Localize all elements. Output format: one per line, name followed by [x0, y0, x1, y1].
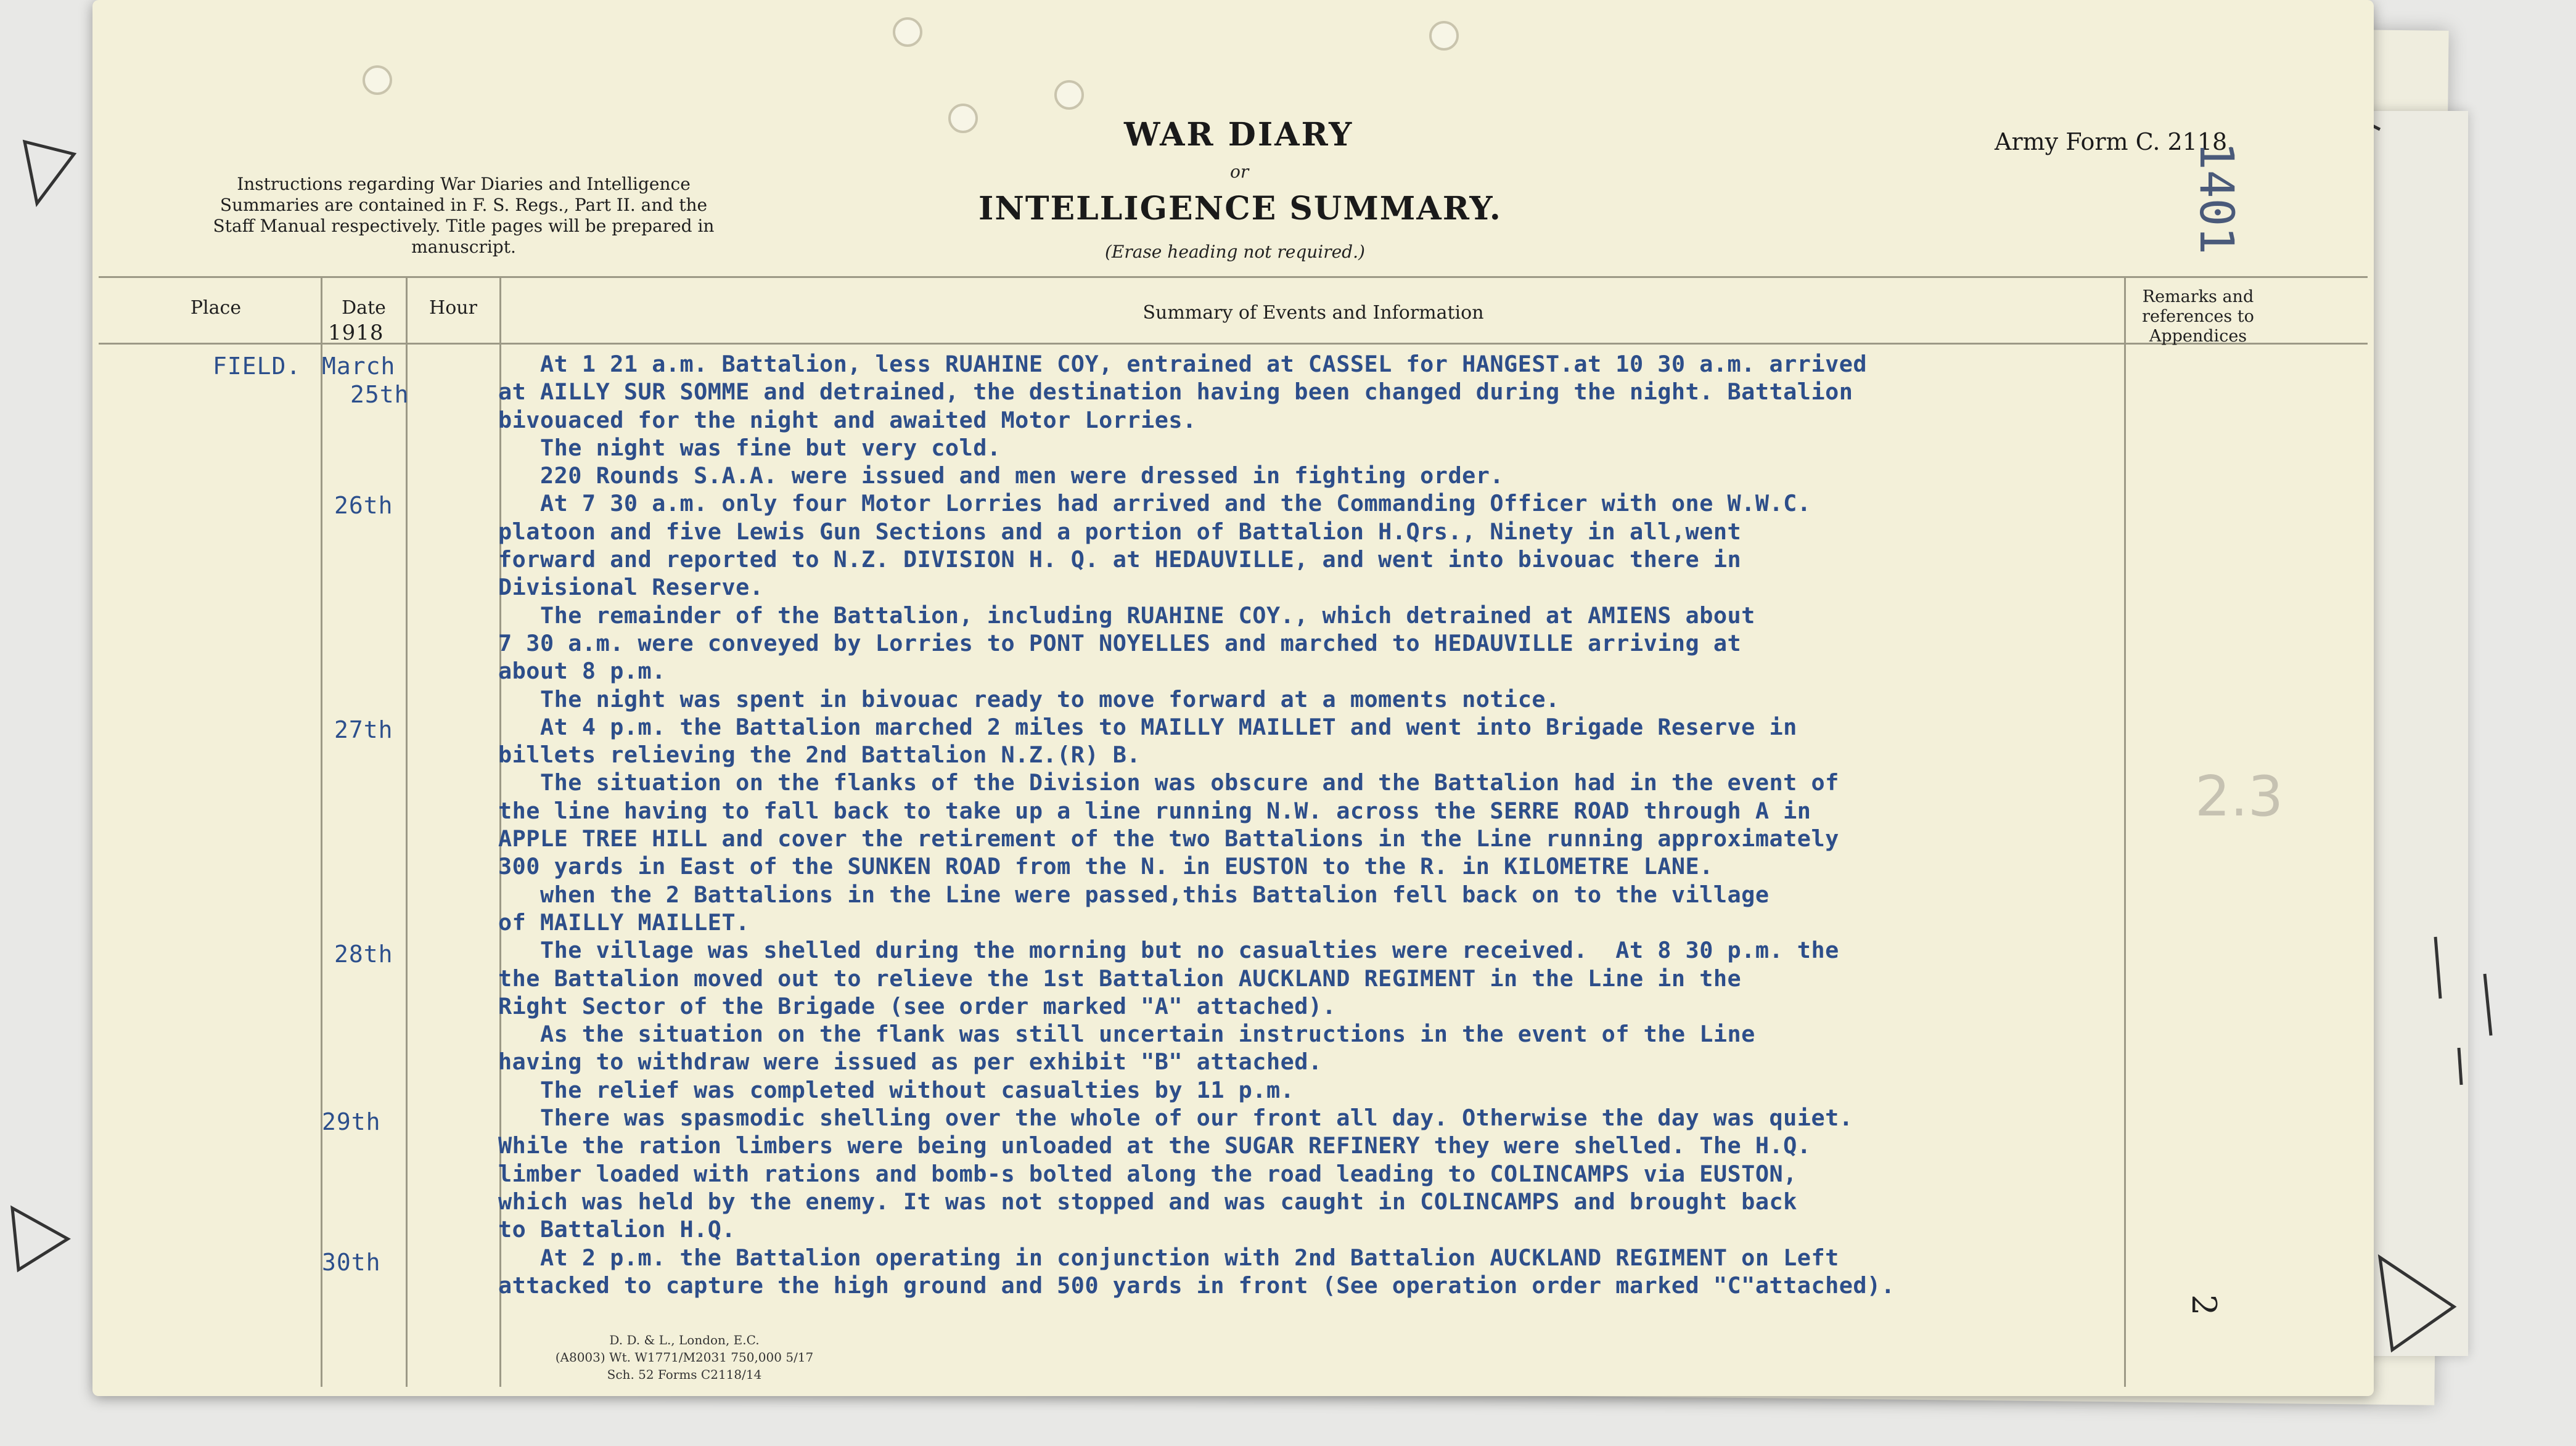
diary-line: the line having to fall back to take up a line running N.W. across the SERRE ROAD through A in — [498, 797, 1811, 824]
punch-hole — [948, 104, 978, 133]
diary-line: at AILLY SUR SOMME and detrained, the destination having been changed during the night. Battalion — [498, 378, 1853, 406]
punch-hole — [363, 65, 392, 95]
imprint-line-2: (A8003) Wt. W1771/M2031 750,000 5/17 Sch. 52 Forms C2118/14 — [555, 1350, 814, 1382]
diary-line: The night was spent in bivouac ready to move forward at a moments notice. — [498, 685, 1560, 713]
diary-line: The village was shelled during the morning but no casualties were received. At 8 30 p.m. the — [498, 937, 1839, 964]
punch-hole — [893, 17, 922, 47]
diary-line: billets relieving the 2nd Battalion N.Z.(R) B. — [498, 741, 1141, 769]
diary-line: bivouaced for the night and awaited Motor Lorries. — [498, 406, 1197, 433]
diary-line: 300 yards in East of the SUNKEN ROAD from the N. in EUSTON to the R. in KILOMETRE LANE. — [498, 853, 1713, 880]
place-entry: FIELD. — [213, 353, 301, 380]
diary-line: Divisional Reserve. — [498, 574, 764, 601]
diary-line: The relief was completed without casualties by 11 p.m. — [498, 1076, 1295, 1103]
erase-heading-note: (Erase heading not required.) — [1105, 242, 1365, 262]
diary-line: to Battalion H.Q. — [498, 1216, 736, 1243]
date-column-header: Date — [342, 297, 386, 319]
place-column-rule — [321, 277, 322, 1387]
diary-line: At 7 30 a.m. only four Motor Lorries had arrived and the Commanding Officer with one W.W.C. — [498, 490, 1811, 517]
diary-line: While the ration limbers were being unloaded at the SUGAR REFINERY they were shelled. The H.Q. — [498, 1132, 1811, 1159]
diary-line: attacked to capture the high ground and 500 yards in front (See operation order marked "C"attached). — [498, 1272, 1895, 1299]
diary-line: 220 Rounds S.A.A. were issued and men were dressed in fighting order. — [498, 462, 1504, 489]
diary-line: when the 2 Battalions in the Line were passed,this Battalion fell back on to the village — [498, 881, 1770, 908]
army-form-number: Army Form C. 2118. — [1995, 128, 2235, 155]
diary-line: platoon and five Lewis Gun Sections and a portion of Battalion H.Qrs., Ninety in all,went — [498, 518, 1742, 545]
diary-line: of MAILLY MAILLET. — [498, 909, 750, 936]
month-entry: March — [322, 353, 396, 380]
diary-line: having to withdraw were issued as per exhibit "B" attached. — [498, 1048, 1323, 1076]
header-rule — [99, 276, 2368, 278]
diary-line: The night was fine but very cold. — [498, 434, 1001, 461]
diary-line: As the situation on the flank was still uncertain instructions in the event of the Line — [498, 1021, 1755, 1048]
war-diary-title: WAR DIARY — [1124, 116, 1354, 153]
intelligence-summary-title: INTELLIGENCE SUMMARY. — [978, 190, 1502, 227]
diary-line: about 8 p.m. — [498, 658, 666, 685]
instructions-text: Instructions regarding War Diaries and Intelligence Summaries are contained in F. S. Regs., Part II. and the Staff Manual respectively. Title pages will be prepared in manuscript. — [213, 174, 715, 257]
diary-entries — [498, 350, 2132, 1299]
column-head-rule — [99, 343, 2368, 345]
place-column-header: Place — [190, 297, 242, 319]
punch-hole — [1429, 21, 1459, 51]
hour-column-header: Hour — [429, 297, 477, 319]
diary-line: the Battalion moved out to relieve the 1st Battalion AUCKLAND REGIMENT in the Line in the — [498, 965, 1742, 992]
date-28th: 28th — [334, 941, 393, 968]
diary-line: The situation on the flanks of the Division was obscure and the Battalion had in the event of — [498, 769, 1839, 796]
date-27th: 27th — [334, 716, 393, 743]
printer-imprint — [543, 1331, 826, 1383]
diary-line: 7 30 a.m. were conveyed by Lorries to PONT NOYELLES and marched to HEDAUVILLE arriving at — [498, 629, 1742, 656]
summary-column-header: Summary of Events and Information — [1142, 302, 1484, 324]
diary-line: APPLE TREE HILL and cover the retirement of the two Battalions in the Line running approximately — [498, 825, 1839, 852]
date-29th: 29th — [322, 1108, 381, 1135]
date-26th: 26th — [334, 492, 393, 519]
faint-pencil-note: 2.3 — [2195, 764, 2284, 829]
diary-line: At 2 p.m. the Battalion operating in conjunction with 2nd Battalion AUCKLAND REGIMENT on Left — [498, 1244, 1839, 1271]
date-30th: 30th — [322, 1249, 381, 1276]
or-text: or — [1230, 161, 1249, 182]
imprint-line-1: D. D. & L., London, E.C. — [609, 1333, 760, 1347]
diary-line: forward and reported to N.Z. DIVISION H. Q. at HEDAUVILLE, and went into bivouac there in — [498, 546, 1742, 573]
diary-line: At 4 p.m. the Battalion marched 2 miles to MAILLY MAILLET and went into Brigade Reserve in — [498, 713, 1797, 740]
archive-stamp-number: 1401 — [2189, 142, 2244, 255]
diary-line: limber loaded with rations and bomb-s bolted along the road leading to COLINCAMPS via EUSTON, — [498, 1160, 1797, 1187]
page-number: 2 — [2184, 1294, 2223, 1316]
year-entry: 1918 — [328, 321, 384, 345]
diary-line: which was held by the enemy. It was not stopped and was caught in COLINCAMPS and brought back — [498, 1188, 1797, 1215]
date-25th: 25th — [350, 381, 409, 408]
diary-line: The remainder of the Battalion, including RUAHINE COY., which detrained at AMIENS about — [498, 602, 1755, 629]
date-column-rule — [406, 277, 408, 1387]
diary-line: Right Sector of the Brigade (see order marked "A" attached). — [498, 992, 1337, 1019]
punch-hole — [1054, 80, 1084, 110]
diary-line: At 1 21 a.m. Battalion, less RUAHINE COY, entrained at CASSEL for HANGEST.at 10 30 a.m. arrived — [498, 351, 1868, 377]
remarks-column-header: Remarks and references to Appendices — [2142, 287, 2254, 346]
diary-line: There was spasmodic shelling over the whole of our front all day. Otherwise the day was quiet. — [498, 1105, 1853, 1132]
